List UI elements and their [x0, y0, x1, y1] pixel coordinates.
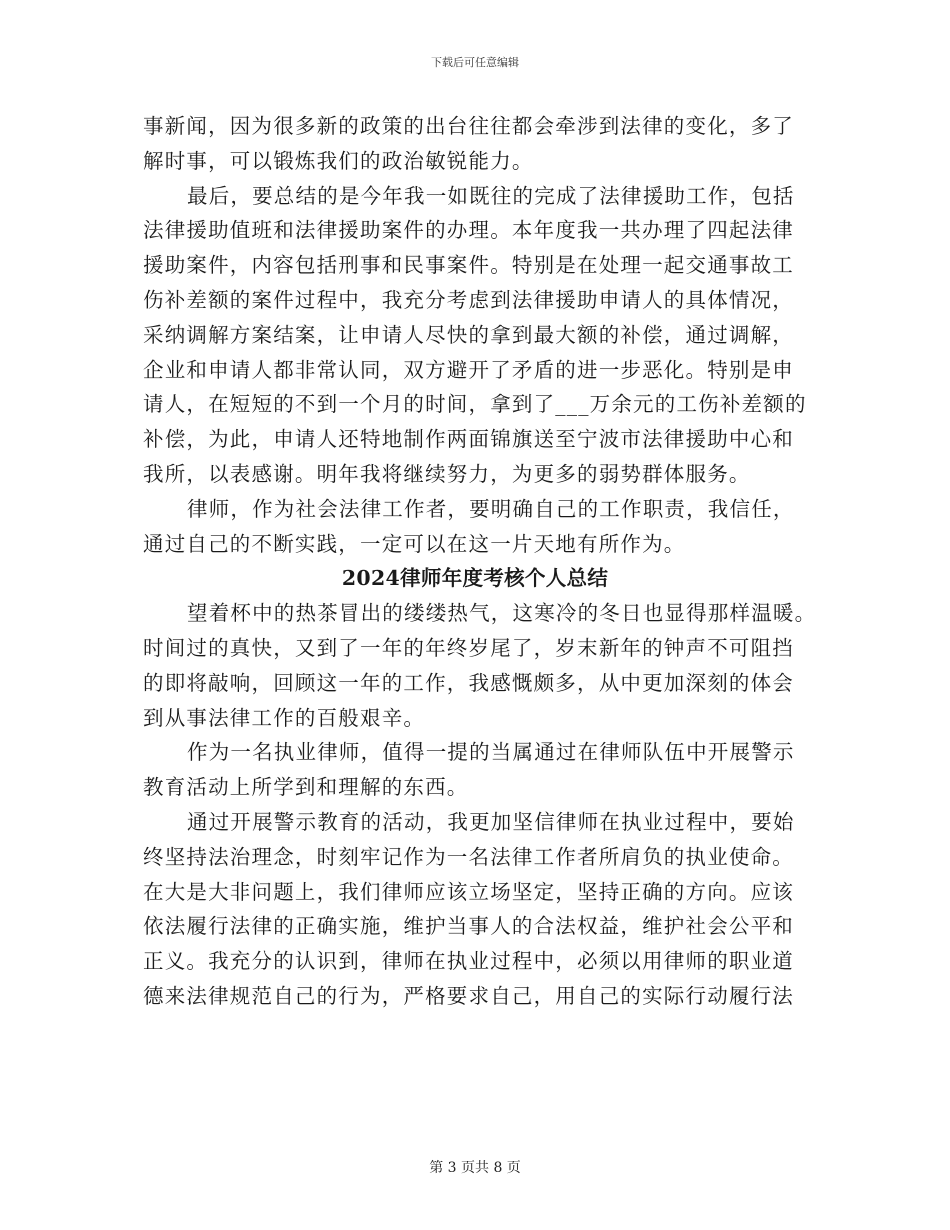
- paragraph-line: 我所，以表感谢。明年我将继续努力，为更多的弱势群体服务。: [143, 461, 751, 486]
- paragraph-line: 时间过的真快，又到了一年的年终岁尾了，岁末新年的钟声不可阻挡: [143, 635, 794, 660]
- paragraph-line: 援助案件，内容包括刑事和民事案件。特别是在处理一起交通事故工: [143, 253, 794, 278]
- paragraph-line: 法律援助值班和法律援助案件的办理。本年度我一共办理了四起法律: [143, 218, 794, 243]
- paragraph-line: 采纳调解方案结案，让申请人尽快的拿到最大额的补偿，通过调解，: [143, 322, 794, 347]
- paragraph-line: 作为一名执业律师，值得一提的当属通过在律师队伍中开展警示: [187, 740, 795, 765]
- page-footer: 第 3 页共 8 页: [429, 1160, 521, 1176]
- paragraph-line: 律师，作为社会法律工作者，要明确自己的工作职责，我信任，: [187, 496, 795, 521]
- paragraph-line: 通过开展警示教育的活动，我更加坚信律师在执业过程中，要始: [187, 809, 795, 834]
- paragraph-line: 事新闻，因为很多新的政策的出台往往都会牵涉到法律的变化，多了: [143, 114, 794, 138]
- paragraph-line: 企业和申请人都非常认同，双方避开了矛盾的进一步恶化。特别是申: [143, 357, 794, 382]
- paragraph-line: 解时事，可以锻炼我们的政治敏锐能力。: [143, 148, 534, 173]
- document-body: [143, 109, 817, 1014]
- page-header: 下载后可任意编辑: [431, 56, 519, 69]
- paragraph-line: 补偿，为此，申请人还特地制作两面锦旗送至宁波市法律援助中心和: [143, 427, 794, 452]
- paragraph-line: 的即将敲响，回顾这一年的工作，我感慨颇多，从中更加深刻的体会: [143, 670, 794, 695]
- paragraph-line: 到从事法律工作的百般艰辛。: [143, 705, 426, 730]
- paragraph-line: 教育活动上所学到和理解的东西。: [143, 775, 469, 800]
- paragraph-line: 最后，要总结的是今年我一如既往的完成了法律援助工作，包括: [187, 183, 795, 208]
- paragraph-line: 在大是大非问题上，我们律师应该立场坚定，坚持正确的方向。应该: [143, 879, 794, 904]
- paragraph-line: 请人，在短短的不到一个月的时间，拿到了___万余元的工伤补差额的: [143, 392, 807, 417]
- paragraph-line: 望着杯中的热茶冒出的缕缕热气，这寒冷的冬日也显得那样温暖。: [187, 601, 817, 626]
- paragraph-line: 终坚持法治理念，时刻牢记作为一名法律工作者所肩负的执业使命。: [143, 844, 794, 869]
- section-heading: 2024律师年度考核个人总结: [341, 566, 609, 591]
- paragraph-line: 伤补差额的案件过程中，我充分考虑到法律援助申请人的具体情况，: [143, 287, 794, 312]
- paragraph-line: 德来法律规范自己的行为，严格要求自己，用自己的实际行动履行法: [143, 983, 794, 1008]
- paragraph-line: 依法履行法律的正确实施，维护当事人的合法权益，维护社会公平和: [143, 914, 794, 939]
- paragraph-line: 正义。我充分的认识到，律师在执业过程中，必须以用律师的职业道: [143, 949, 794, 974]
- paragraph-line: 通过自己的不断实践，一定可以在这一片天地有所作为。: [143, 531, 686, 556]
